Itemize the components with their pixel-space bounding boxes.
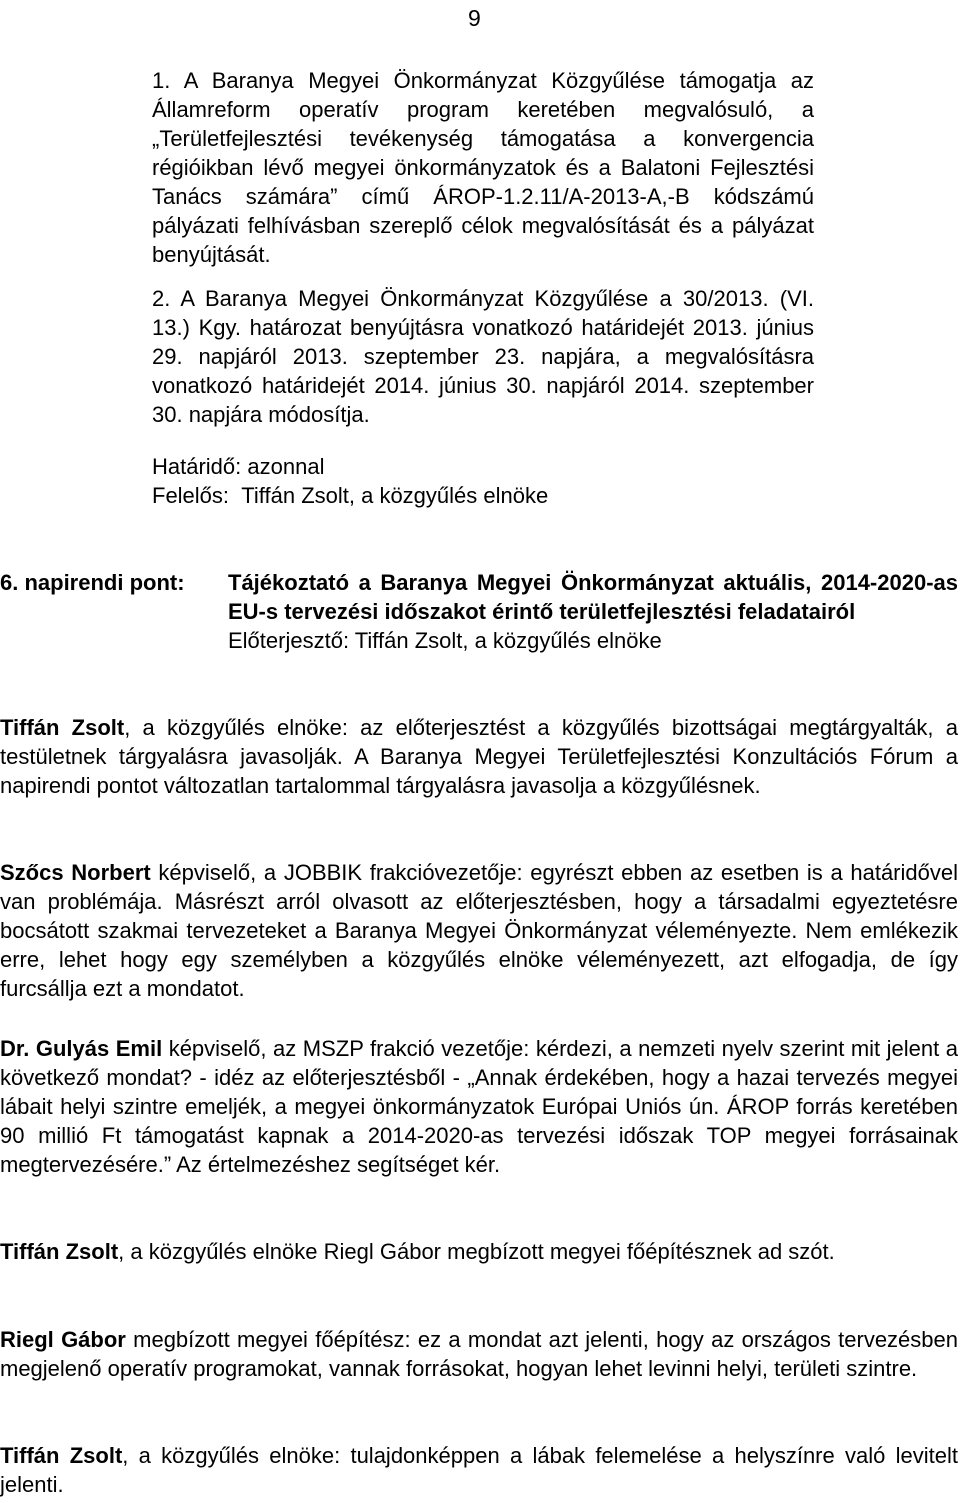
resolution-item-2: 2. A Baranya Megyei Önkormányzat Közgyűlése a 30/2013. (VI. 13.) Kgy. határozat benyújtásra vonatkozó határidejét 2013. június 29. napjáról 2013. szeptember 23. napjára, a megvalósításra vonatkozó határidejét 2014. június 30. napjáról 2014. szeptember 30. napjára módosítja. (152, 286, 814, 427)
resolution-block (152, 66, 814, 429)
agenda-header (0, 568, 960, 626)
responsible-value: Tiffán Zsolt, a közgyűlés elnöke (241, 483, 549, 508)
deadline-label: Határidő: (152, 454, 242, 479)
speaker-name: Riegl Gábor (0, 1327, 126, 1352)
speech-paragraph (0, 1441, 958, 1499)
speech-text: megbízott megyei főépítész: ez a mondat azt jelenti, hogy az országos tervezésben megjelenő operatív programokat, vannak forrásokat, hogyan lehet levinni helyi, területi szintre. (0, 1327, 958, 1381)
speaker-name: Tiffán Zsolt (0, 715, 125, 740)
agenda-label: 6. napirendi pont: (0, 570, 185, 595)
speech-paragraph (0, 713, 958, 800)
speech-text: képviselő, a JOBBIK frakcióvezetője: egyrészt ebben az esetben is a határidővel van problémája. Másrészt arról olvasott az előterjesztésben, hogy a társadalmi egyeztetésre bocsátott szakmai tervezeteket a Baranya Megyei Önkormányzat véleményezte. Nem emlékezik erre, lehet hogy egy személyben a közgyűlés elnöke véleményezett, azt elfogadja, de így furcsállja ezt a mondatot. (0, 860, 958, 1001)
agenda-presenter: Előterjesztő: Tiffán Zsolt, a közgyűlés elnöke (228, 628, 662, 653)
deadline-value: azonnal (247, 454, 325, 479)
speaker-name: Szőcs Norbert (0, 860, 151, 885)
resolution-item-1: 1. A Baranya Megyei Önkormányzat Közgyűlése támogatja az Államreform operatív program keretében megvalósuló, a „Területfejlesztési tevékenység támogatása a konvergencia régióikban lévő megyei önkormányzatok és a Balatoni Fejlesztési Tanács számára” című ÁROP-1.2.11/A-2013-A,-B kódszámú pályázati felhívásban szereplő célok megvalósítását és a pályázat benyújtását. (152, 68, 814, 267)
speaker-name: Tiffán Zsolt (0, 1239, 119, 1264)
speech-paragraph (0, 1237, 958, 1266)
speech-text: , a közgyűlés elnöke: az előterjesztést a közgyűlés bizottságai megtárgyalták, a testületnek tárgyalásra javasolják. A Baranya Megyei Területfejlesztési Konzultációs Fórum a napirendi pontot változatlan tartalommal tárgyalásra javasolja a közgyűlésnek. (0, 715, 958, 798)
speaker-name: Dr. Gulyás Emil (0, 1036, 163, 1061)
speech-text: , a közgyűlés elnöke Riegl Gábor megbízott megyei főépítésznek ad szót. (118, 1239, 835, 1264)
deadline-block (152, 452, 814, 510)
agenda-item (0, 568, 960, 655)
speech-paragraph (0, 858, 958, 1003)
speaker-name: Tiffán Zsolt (0, 1443, 123, 1468)
speech-text: , a közgyűlés elnöke: tulajdonképpen a lábak felemelése a helyszínre való levitelt jelenti. (0, 1443, 958, 1497)
responsible-line (152, 481, 814, 510)
speech-paragraph (0, 1325, 958, 1383)
speech-paragraph (0, 1034, 958, 1179)
responsible-label: Felelős: (152, 483, 230, 508)
agenda-title: Tájékoztató a Baranya Megyei Önkormányzat aktuális, 2014-2020-as EU-s tervezési időszakot érintő területfejlesztési feladatairól (228, 570, 958, 624)
deadline-line (152, 452, 814, 481)
speech-text: képviselő, az MSZP frakció vezetője: kérdezi, a nemzeti nyelv szerint mit jelent a következő mondat? - idéz az előterjesztésből - „Annak érdekében, hogy a hazai tervezés megyei lábait helyi szintre emeljék, a megyei önkormányzatok Európai Uniós ún. ÁROP forrás keretében 90 millió Ft támogatást kapnak a 2014-2020-as tervezési időszak TOP megyei forrásainak megtervezésére.” Az értelmezéshez segítséget kér. (0, 1036, 958, 1177)
page-number: 9 (468, 5, 481, 31)
